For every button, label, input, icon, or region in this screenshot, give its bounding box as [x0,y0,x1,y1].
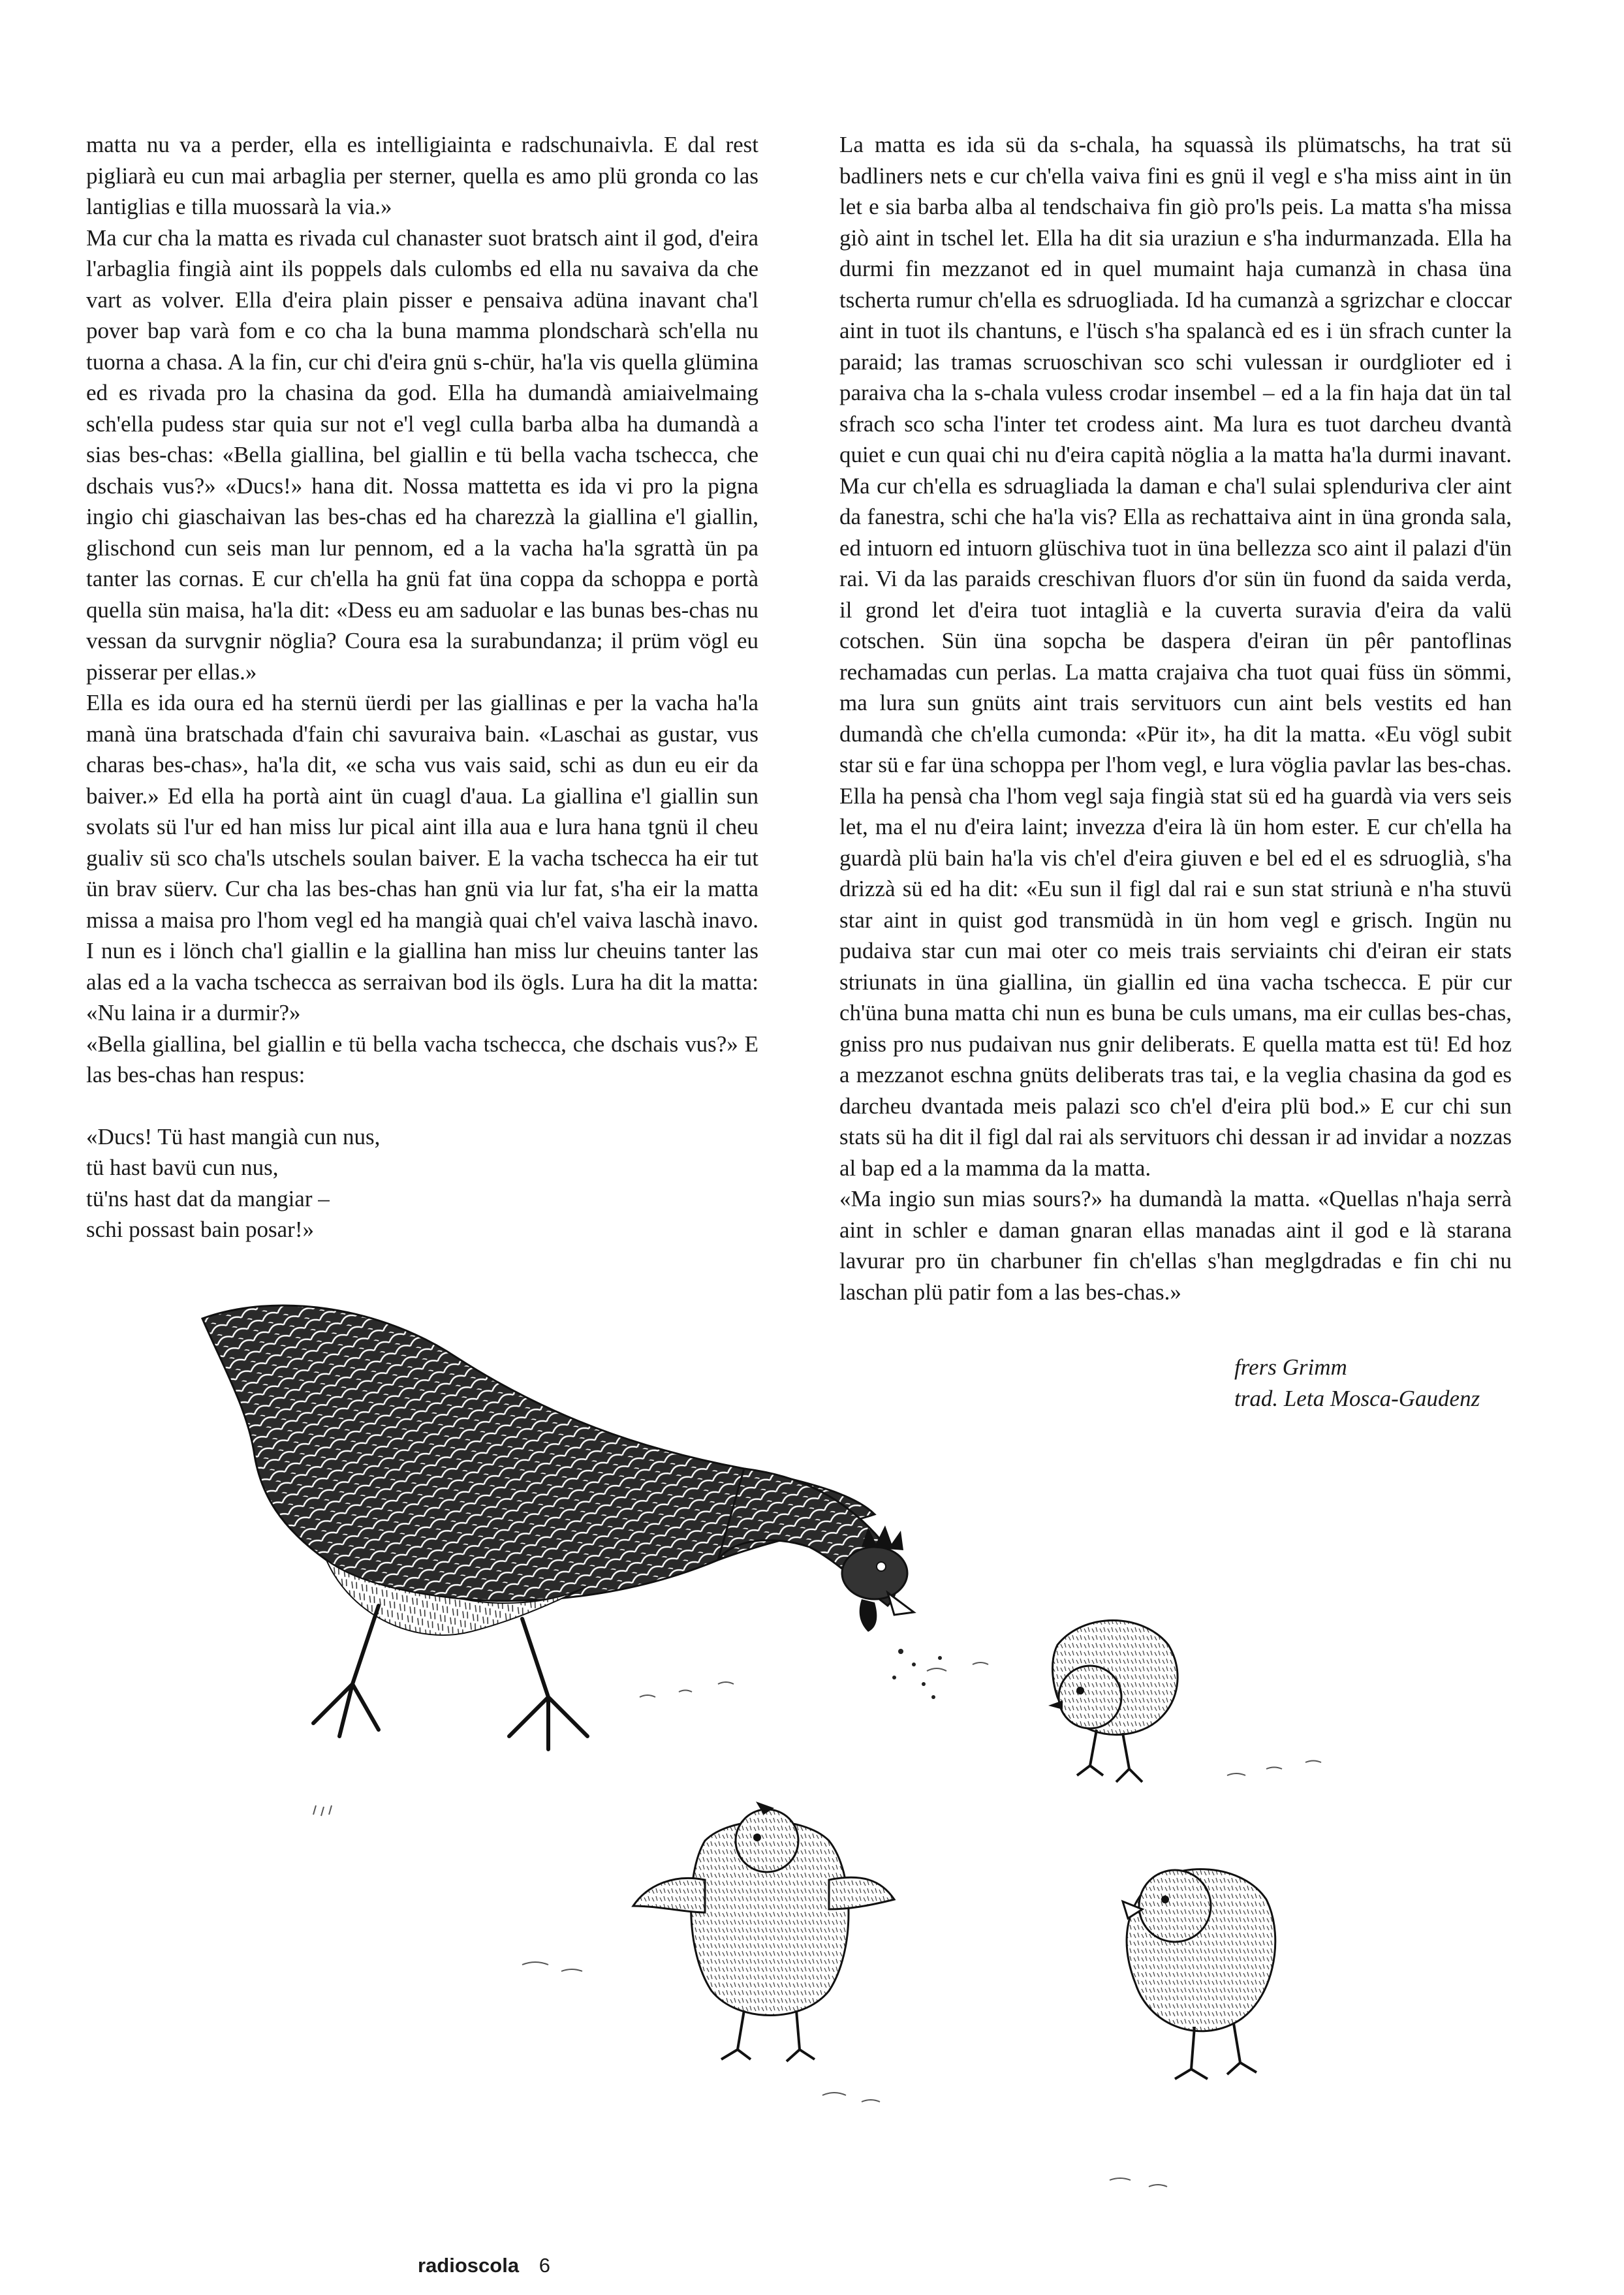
verse-line: tü hast bavü cun nus, [86,1155,279,1180]
hen-and-chicks-drawing-icon [183,1279,1456,2219]
paragraph: Ma cur cha la matta es rivada cul chanaster suot bratsch aint il god, d'eira l'arbaglia fingià aint ils poppels dals culombs ed ella nu savaiva da che vart as volver. Ella d'eira plain pisser e pensaiva adüna inavant cha'l pover bap varà fom e co cha la buna mamma plondscharà sch'ella nu tuorna a chasa. A la fin, cur chi d'eira gnü s-chür, ha'la vis quella glümina ed es rivada pro la chasina da god. Ella ha dumandà amiaivelmaing sch'ella pudess star quia sur not e'l vegl culla barba alba ha dumandà a sias bes-chas: «Bella giallina, bel giallin e tü bella vacha tschecca, che dschais vus?» «Ducs!» hana dit. Nossa mattetta es ida vi pro la pigna ingio chi giaschaivan las bes-chas ed ha charezzà la giallina e'l giallin, glischond cun seis man lur pennom, ed a la vacha ha'la sgrattà ün pa tanter las cornas. E cur ch'ella ha gnü fat üna coppa da schoppa e portà quella sün maisa, ha'la dit: «Dess eu am saduolar e las bunas bes-chas nu vessan da survgnir nöglia? Coura esa la surabundanza; il prüm vögl eu pisserar per ellas.» [86,225,758,685]
right-text-column [839,129,1512,1414]
page-footer [418,2254,550,2277]
verse-line: «Ducs! Tü hast mangià cun nus, [86,1123,381,1149]
left-text-column [86,129,758,1245]
paragraph: «Bella giallina, bel giallin e tü bella vacha tschecca, che dschais vus?» E las bes-chas han respus: [86,1031,758,1087]
author-credit: frers Grimm [1234,1354,1347,1380]
publication-name: radioscola [418,2254,520,2277]
verse [86,1121,758,1245]
paragraph: Ella es ida oura ed ha sternü üerdi per las giallinas e per la vacha ha'la manà üna bratschada d'fain chi savuraiva bain. «Laschai as gustar, vus charas bes-chas», ha'la dit, «e scha vus vais said, schi as dun eu eir da baiver.» Ed ella ha portà aint ün cuagl d'aua. La giallina e'l giallin sun svolats sü l'ur ed han miss lur pical aint illa aua e lura hana tgnü il cheu gualiv sü sco cha'ls utschels soulan baiver. E la vacha tschecca ha eir tut ün brav süerv. Cur cha las bes-chas han gnü via lur fat, s'ha eir la matta missa a maisa pro l'hom vegl ed ha mangià quai ch'el vaiva laschà inavo. I nun es i lönch cha'l giallin e la giallina han miss lur cheuins tanter las alas ed a la vacha tschecca as serraivan bod ils ögls. Lura ha dit la matta: «Nu laina ir a durmir?» [86,690,758,1025]
paragraph: matta nu va a perder, ella es intelligiainta e radschunaivla. E dal rest pigliarà eu cun mai arbaglia per sterner, quella es amo plü gronda co las lantiglias e tilla muossarà la via.» [86,132,758,219]
verse-line: schi possast bain posar!» [86,1217,314,1242]
page-number: 6 [539,2254,550,2277]
paragraph: La matta es ida sü da s-chala, ha squassà ils plümatschs, ha trat sü badliners nets e cur ch'ella vaiva fini es gnü il vegl e s'ha miss aint in ün let e sia barba alba al tendschaiva fin giò pro'ls peis. La matta s'ha missa giò aint in tschel let. Ella ha dit sia uraziun e s'ha indurmanzada. Ella ha durmi fin mezzanot ed in quel mumaint haja cumanzà in chasa üna tscherta rumur ch'ella es sdruogliada. Id ha cumanzà a sgrizchar e cloccar aint in tuot ils chantuns, e l'üsch s'ha spalancà ed es i ün sfrach cunter la paraid; las tramas scruoschivan sco schi vulessan ir ourdglioter ed i paraiva cha la s-chala vuless crodar insembel – ed a la fin haja dat ün tal sfrach sco scha l'inter tet crodess aint. Ma lura es tuot darcheu dvantà quiet e cun quai chi nu d'eira capità nöglia a la matta ha'la durmi inavant. Ma cur ch'ella es sdruagliada la daman e cha'l sulai splenduriva cler aint da fanestra, schi che ha'la vis? Ella as rechattaiva aint in üna gronda sala, ed intuorn ed intuorn glüschiva tuot in üna bellezza sco aint il palazi d'ün rai. Vi da las paraids creschivan fluors d'or sün ün fuond da saida verda, il grond let d'eira tuot intaglià e la cuverta suravia d'eira da valü cotschen. Sün üna sopcha be daspera d'eiran ün pêr pantoflinas rechamadas cun perlas. La matta crajaiva cha tuot quai füss ün sömmi, ma lura sun gnüts aint trais servituors cun aint bels vestits ed han dumandà che ch'ella cumonda: «Pür it», ha dit la matta. «Eu vögl subit star sü e far üna schoppa per l'hom vegl, e lura vöglia pavlar las bes-chas. Ella ha pensà cha l'hom vegl saja fingià stat sü ed ha guardà via vers seis let, ma el nu d'eira laint; invezza d'eira là ün hom ester. E cur ch'ella ha guardà plü bain ha'la vis ch'el d'eira giuven e bel ed el es sdruoglià, s'ha drizzà sü ed ha dit: «Eu sun il figl dal rai e sun stat striunà e n'ha stuvü star aint in quist god transmüdà in ün hom vegl e grisch. Ingün nu pudaiva star cun mai oter co meis trais serviaints chi d'eiran eir stats striunats in üna giallina, ün giallin ed üna vacha tschecca. E pür cur ch'üna buna matta chi nun es buna be culs umans, ma eir cullas bes-chas, gniss pro nus pudaivan nus gnir deliberats. E quella matta est tü! Ed hoz a mezzanot eschna gnüts deliberats tras tai, e la veglia chasina da god es darcheu dvantada meis palazi sco ch'el d'eira plü bod.» E cur chi sun stats sü ha dit il figl dal rai als servituors chi dessan ir ad invidar a nozzas al bap ed a la mamma da la matta. [839,132,1512,1181]
paragraph: «Ma ingio sun mias sours?» ha dumandà la matta. «Quellas n'haja serrà aint in schler e daman gnaran ellas manadas aint il god e là starana lavurar pro ün charbuner fin ch'ellas s'han meglgdradas e fin chi nu laschan plü patir fom a las bes-chas.» [839,1186,1512,1305]
translator-credit: trad. Leta Mosca-Gaudenz [1234,1385,1480,1411]
verse-line: tü'ns hast dat da mangiar – [86,1185,330,1211]
